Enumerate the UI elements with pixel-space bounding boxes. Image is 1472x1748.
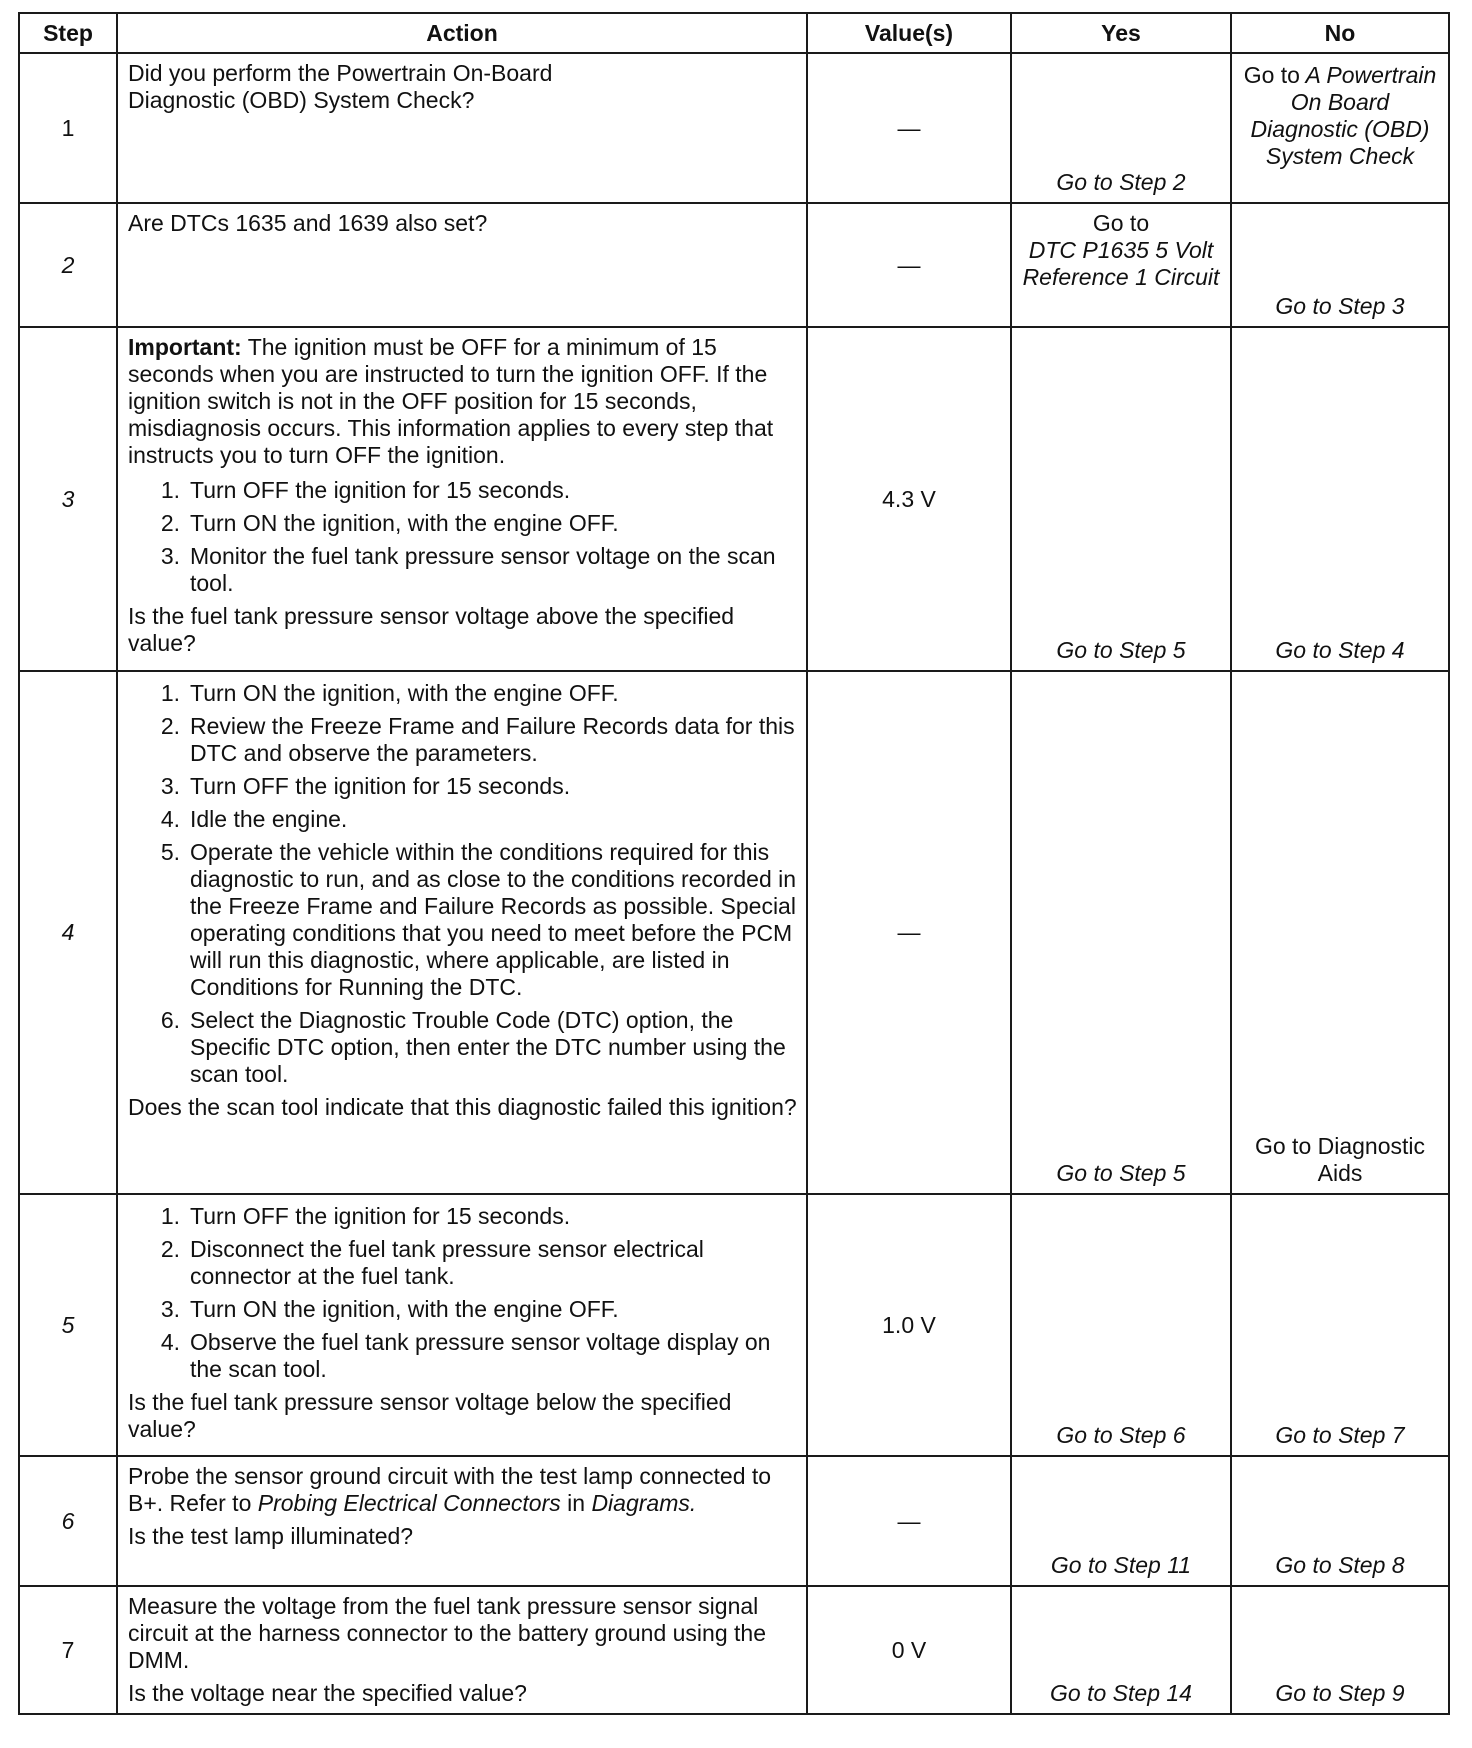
- list-item-text: Idle the engine.: [190, 806, 348, 832]
- list-item-number: 2.: [160, 713, 180, 739]
- step-number: 1: [19, 53, 117, 203]
- yes-cell: [1011, 203, 1231, 327]
- list-item-text: Turn ON the ignition, with the engine OFF.: [190, 680, 619, 706]
- yes-reference: DTC P1635 5 Volt Reference 1 Circuit: [1022, 237, 1220, 290]
- list-item: [128, 1296, 800, 1323]
- question-text: Is the fuel tank pressure sensor voltage above the specified value?: [128, 603, 735, 656]
- list-item-text: Turn ON the ignition, with the engine OFF.: [190, 1296, 619, 1322]
- step-list: [128, 1203, 800, 1383]
- action-cell: [117, 1194, 807, 1456]
- table-row: [19, 327, 1449, 671]
- question-text: Is the voltage near the specified value?: [128, 1680, 527, 1706]
- list-item: [128, 680, 800, 707]
- value-cell: 1.0 V: [807, 1194, 1011, 1456]
- step-number: 7: [19, 1586, 117, 1714]
- question-text: Is the test lamp illuminated?: [128, 1523, 414, 1549]
- no-cell: Go to Step 8: [1231, 1456, 1449, 1586]
- header-no: No: [1231, 13, 1449, 53]
- list-item-number: 4.: [160, 1329, 180, 1355]
- action-cell: [117, 203, 807, 327]
- list-item: [128, 510, 800, 537]
- yes-prefix: Go to: [1092, 210, 1150, 236]
- value-cell: 4.3 V: [807, 327, 1011, 671]
- list-item-text: Monitor the fuel tank pressure sensor voltage on the scan tool.: [190, 543, 776, 596]
- step-number: 5: [19, 1194, 117, 1456]
- list-item: [128, 713, 800, 767]
- no-cell: Go to Step 4: [1231, 327, 1449, 671]
- table-row: [19, 1194, 1449, 1456]
- action-text-part: Probe the sensor ground circuit with the test lamp connected to B+. Refer to: [128, 1463, 772, 1516]
- step-number: 3: [19, 327, 117, 671]
- list-item-text: Observe the fuel tank pressure sensor voltage display on the scan tool.: [190, 1329, 771, 1382]
- list-item-number: 3.: [160, 773, 180, 799]
- list-item: [128, 1236, 800, 1290]
- list-item-text: Select the Diagnostic Trouble Code (DTC) option, the Specific DTC option, then enter the DTC number using the scan tool.: [190, 1007, 786, 1087]
- header-action: Action: [117, 13, 807, 53]
- list-item: [128, 806, 800, 833]
- no-cell: Go to Step 3: [1231, 203, 1449, 327]
- yes-cell: Go to Step 11: [1011, 1456, 1231, 1586]
- list-item: [128, 543, 800, 597]
- list-item-number: 4.: [160, 806, 180, 832]
- header-values: Value(s): [807, 13, 1011, 53]
- list-item-text: Turn OFF the ignition for 15 seconds.: [190, 477, 571, 503]
- action-text: Measure the voltage from the fuel tank pressure sensor signal circuit at the harness connector to the battery ground using the DMM.: [128, 1593, 766, 1673]
- list-item: [128, 839, 800, 1001]
- list-item-text: Review the Freeze Frame and Failure Records data for this DTC and observe the parameters.: [190, 713, 795, 766]
- header-step: Step: [19, 13, 117, 53]
- action-text: [128, 1463, 800, 1517]
- list-item: [128, 477, 800, 504]
- no-cell: Go to Step 7: [1231, 1194, 1449, 1456]
- action-cell: [117, 1586, 807, 1714]
- list-item-number: 3.: [160, 543, 180, 569]
- table-row: [19, 1586, 1449, 1714]
- list-item-number: 2.: [160, 1236, 180, 1262]
- reference-link[interactable]: Probing Electrical Connectors: [257, 1490, 561, 1516]
- list-item-number: 1.: [160, 477, 180, 503]
- value-cell: 0 V: [807, 1586, 1011, 1714]
- table-row: [19, 671, 1449, 1194]
- header-row: [19, 13, 1449, 53]
- no-cell: Go to Step 9: [1231, 1586, 1449, 1714]
- list-item-number: 6.: [160, 1007, 180, 1033]
- list-item: [128, 773, 800, 800]
- diagnostic-table: [18, 12, 1450, 1715]
- important-text: The ignition must be OFF for a minimum of 15 seconds when you are instructed to turn the ignition OFF. If the ignition switch is not in the OFF position for 15 seconds, misdiagnosis occurs. This information applies to every step that instructs you to turn OFF the ignition.: [128, 334, 774, 468]
- step-number: 6: [19, 1456, 117, 1586]
- table-row: [19, 1456, 1449, 1586]
- list-item-number: 2.: [160, 510, 180, 536]
- action-text: Are DTCs 1635 and 1639 also set?: [128, 210, 488, 236]
- list-item-text: Disconnect the fuel tank pressure sensor electrical connector at the fuel tank.: [190, 1236, 704, 1289]
- value-cell: —: [807, 203, 1011, 327]
- table-row: [19, 203, 1449, 327]
- list-item-text: Turn OFF the ignition for 15 seconds.: [190, 773, 571, 799]
- important-note: [128, 334, 800, 469]
- table-row: [19, 53, 1449, 203]
- step-list: [128, 477, 800, 597]
- header-yes: Yes: [1011, 13, 1231, 53]
- list-item: [128, 1203, 800, 1230]
- action-cell: [117, 671, 807, 1194]
- list-item-number: 3.: [160, 1296, 180, 1322]
- step-number: 2: [19, 203, 117, 327]
- no-reference: A Powertrain On Board Diagnostic (OBD) System Check: [1250, 62, 1437, 169]
- no-prefix: Go to: [1243, 62, 1300, 88]
- list-item-number: 5.: [160, 839, 180, 865]
- list-item: [128, 1329, 800, 1383]
- question-text: Is the fuel tank pressure sensor voltage below the specified value?: [128, 1389, 732, 1442]
- list-item-number: 1.: [160, 680, 180, 706]
- list-item-text: Operate the vehicle within the conditions required for this diagnostic to run, and as close to the conditions recorded in the Freeze Frame and Failure Records as possible. Special operating conditions that you need to meet before the PCM will run this diagnostic, where applicable, are listed in Conditions for Running the DTC.: [190, 839, 797, 1000]
- action-text: Did you perform the Powertrain On-Board Diagnostic (OBD) System Check?: [128, 60, 553, 113]
- value-cell: —: [807, 671, 1011, 1194]
- list-item-text: Turn OFF the ignition for 15 seconds.: [190, 1203, 571, 1229]
- list-item: [128, 1007, 800, 1088]
- action-text-part: in: [560, 1490, 592, 1516]
- yes-cell: Go to Step 5: [1011, 327, 1231, 671]
- reference-link[interactable]: Diagrams.: [591, 1490, 697, 1516]
- yes-cell: Go to Step 2: [1011, 53, 1231, 203]
- yes-cell: Go to Step 6: [1011, 1194, 1231, 1456]
- no-cell: [1231, 53, 1449, 203]
- action-cell: [117, 53, 807, 203]
- list-item-text: Turn ON the ignition, with the engine OFF.: [190, 510, 619, 536]
- yes-cell: Go to Step 5: [1011, 671, 1231, 1194]
- action-cell: [117, 327, 807, 671]
- step-list: [128, 680, 800, 1088]
- yes-cell: Go to Step 14: [1011, 1586, 1231, 1714]
- no-cell: Go to Diagnostic Aids: [1231, 671, 1449, 1194]
- question-text: Does the scan tool indicate that this diagnostic failed this ignition?: [128, 1094, 797, 1120]
- step-number: 4: [19, 671, 117, 1194]
- list-item-number: 1.: [160, 1203, 180, 1229]
- value-cell: —: [807, 53, 1011, 203]
- action-cell: [117, 1456, 807, 1586]
- important-label: Important:: [128, 334, 242, 360]
- value-cell: —: [807, 1456, 1011, 1586]
